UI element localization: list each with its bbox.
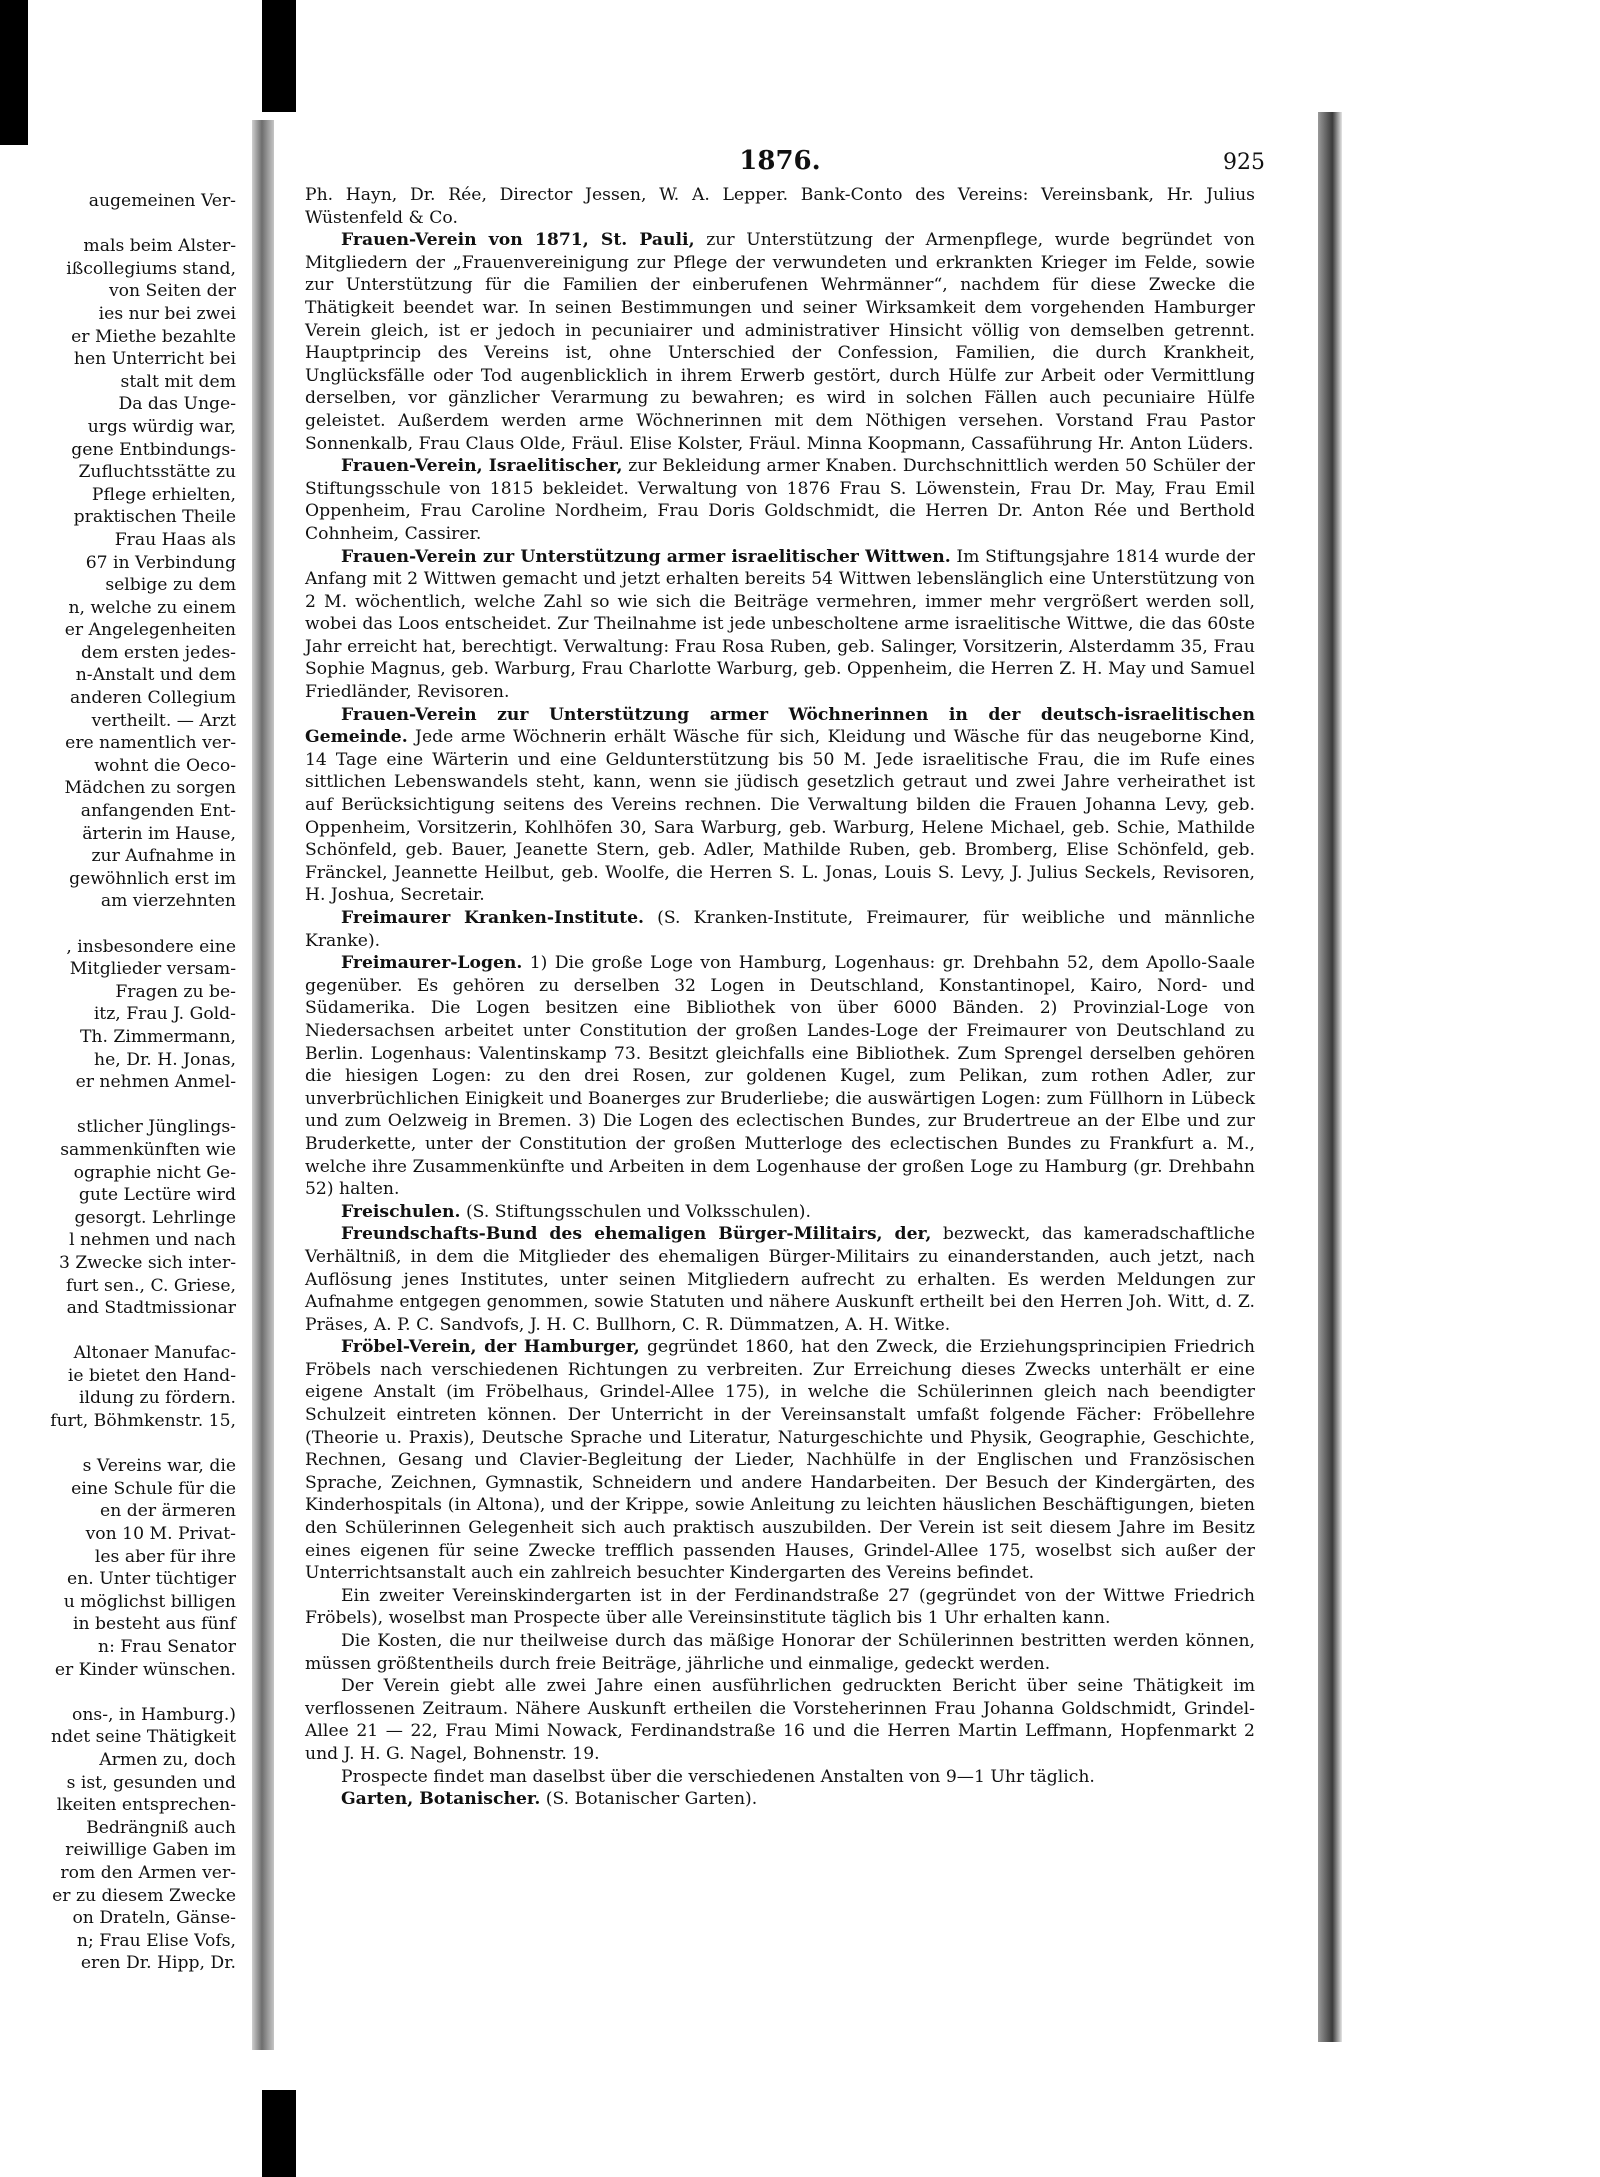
left-column-line: n; Frau Elise Vofs, <box>76 1930 236 1951</box>
entry-text: (S. Botanischer Garten). <box>540 1789 758 1810</box>
left-column-line: Mitglieder versam- <box>69 959 236 980</box>
left-column-line: s ist, gesunden und <box>66 1772 236 1793</box>
left-column-line: mals beim Alster- <box>83 236 236 257</box>
left-column-line: furt, Böhmkenstr. 15, <box>50 1411 236 1432</box>
left-column-line: er Angelegenheiten <box>64 620 236 641</box>
directory-entry <box>305 1336 1255 1585</box>
left-column-line: urgs würdig war, <box>87 416 236 437</box>
left-column-line: ärterin im Hause, <box>82 823 236 844</box>
directory-entry <box>305 1585 1255 1630</box>
directory-entry <box>305 704 1255 907</box>
directory-entry <box>305 1223 1255 1336</box>
page-gutter <box>252 120 274 2050</box>
directory-entry <box>305 455 1255 545</box>
directory-entry <box>305 952 1255 1201</box>
left-column-line: Bedrängniß auch <box>86 1817 236 1838</box>
left-column-line: er zu diesem Zwecke <box>52 1885 236 1906</box>
left-column-line: s Vereins war, die <box>82 1456 236 1477</box>
directory-entry <box>305 1788 1255 1811</box>
entry-text: Ein zweiter Vereinskindergarten ist in der Ferdinandstraße 27 (gegründet von der Wittwe Friedrich Fröbels), woselbst man Prospecte über alle Vereinsinstitute täglich bis 1 Uhr erhalten kann. <box>305 1585 1255 1629</box>
left-column-line: ißcollegiums stand, <box>66 258 236 279</box>
entry-text: Der Verein giebt alle zwei Jahre einen ausführlichen gedruckten Bericht über seine Thätigkeit im verflossenen Zeitraum. Nähere Auskunft ertheilen die Vorsteherinnen Frau Johanna Goldschmidt, Grindel-Allee 21 — 22, Frau Mimi Nowack, Ferdinandstraße 16 und die Herren Martin Leffmann, Hopfenmarkt 2 und J. H. G. Nagel, Bohnenstr. 19. <box>305 1676 1255 1764</box>
left-column-line: Zufluchtsstätte zu <box>78 462 236 483</box>
left-column-line: Da das Unge- <box>118 394 236 415</box>
page-year: 1876. <box>739 146 821 176</box>
left-column-line: selbige zu dem <box>105 575 236 596</box>
directory-entry <box>305 1630 1255 1675</box>
entry-heading: Freundschafts-Bund des ehemaligen Bürger-Militairs, der, <box>341 1224 932 1245</box>
left-column-gap <box>0 1320 240 1343</box>
left-column-line: he, Dr. H. Jonas, <box>94 1049 236 1070</box>
left-column-line: von Seiten der <box>108 281 236 302</box>
left-column-line: Altonaer Manufac- <box>73 1343 236 1364</box>
left-column-line: l nehmen und nach <box>69 1230 236 1251</box>
left-column-line: Armen zu, doch <box>99 1749 236 1770</box>
left-column-line: dem ersten jedes- <box>80 642 236 663</box>
entry-text: (S. Stiftungsschulen und Volksschulen). <box>460 1201 811 1222</box>
left-column-line: stalt mit dem <box>120 371 236 392</box>
entry-heading: Freischulen. <box>341 1201 461 1222</box>
left-column-line: vertheilt. — Arzt <box>91 710 236 731</box>
entry-text: Jede arme Wöchnerin erhält Wäsche für sich, Kleidung und Wäsche für das neugeborne Kind, 14 Tage eine Wärterin und eine Geldunterstützung bis 50 M. Jede israelitische Frau, die im Rufe eines sittlichen Lebenswandels steht, kann, wenn sie jüdisch gesetzlich getraut und zwei Jahre verheirathet ist auf Berücksichtigung seitens des Vereins rechnen. Die Verwaltung bilden die Frauen Johanna Levy, geb. Oppenheim, Vorsitzerin, Kohlhöfen 30, Sara Warburg, geb. Warburg, Helene Michael, geb. Schie, Mathilde Schönfeld, geb. Bauer, Jeanette Stern, geb. Adler, Mathilde Ruben, geb. Bromberg, Elise Schönfeld, geb. Fränckel, Jeannette Heilbut, geb. Woolfe, die Herren S. L. Jonas, Louis S. Levy, J. Julius Seckels, Revisoren, H. Joshua, Secretair. <box>305 727 1255 906</box>
left-column-line: sammenkünften wie <box>60 1139 236 1160</box>
entry-text: zur Bekleidung armer Knaben. Durchschnittlich werden 50 Schüler der Stiftungsschule von 1815 bekleidet. Verwaltung von 1876 Frau S. Löwenstein, Frau Dr. May, Frau Emil Oppenheim, Frau Caroline Nordheim, Frau Doris Goldschmidt, die Herren Dr. Anton Rée und Berthold Cohnheim, Cassirer. <box>305 456 1255 544</box>
entry-heading: Fröbel-Verein, der Hamburger, <box>341 1337 640 1358</box>
binding-marker-left <box>0 0 28 145</box>
directory-entry <box>305 546 1255 704</box>
left-column-line: in besteht aus fünf <box>72 1614 236 1635</box>
left-column-line: Mädchen zu sorgen <box>64 778 236 799</box>
page-edge-shadow <box>1318 112 1342 2042</box>
entry-text: Im Stiftungsjahre 1814 wurde der Anfang mit 2 Wittwen gemacht und jetzt erhalten bereits 54 Wittwen lebenslänglich eine Unterstützung von 2 M. wöchentlich, welche Zahl so wie sich die Beiträge vermehren, immer mehr vergrößert werden soll, wobei das Loos entscheidet. Zur Theilnahme ist jede unbescholtene arme israelitische Wittwe, die das 60ste Jahr erreicht hat, berechtigt. Verwaltung: Frau Rosa Ruben, geb. Salinger, Vorsitzerin, Alsterdamm 35, Frau Sophie Magnus, geb. Warburg, Frau Charlotte Warburg, geb. Oppenheim, die Herren Z. H. May und Samuel Friedländer, Revisoren. <box>305 546 1255 703</box>
left-column-line: itz, Frau J. Gold- <box>93 1004 236 1025</box>
binding-marker-center <box>262 0 296 112</box>
directory-entry <box>305 907 1255 952</box>
entry-heading: Freimaurer-Logen. <box>341 953 523 974</box>
left-column-line: rom den Armen ver- <box>60 1862 236 1883</box>
left-column-line: gewöhnlich erst im <box>69 868 236 889</box>
entry-heading: Frauen-Verein zur Unterstützung armer Wöchnerinnen in der deutsch-israelitischen Gemeinde. <box>305 704 1255 748</box>
left-column-line: n: Frau Senator <box>98 1637 236 1657</box>
left-column-line: ies nur bei zwei <box>98 303 236 324</box>
left-column-line: eine Schule für die <box>71 1478 236 1499</box>
left-column-line: anderen Collegium <box>70 688 236 709</box>
left-column-line: hen Unterricht bei <box>73 349 236 370</box>
directory-entry <box>305 1766 1255 1789</box>
entry-heading: Freimaurer Kranken-Institute. <box>341 908 645 928</box>
left-column-gap <box>0 913 240 936</box>
left-column-line: er nehmen Anmel- <box>75 1072 236 1093</box>
left-column-line: wohnt die Oeco- <box>94 755 236 776</box>
entries-list <box>305 184 1255 1811</box>
left-column-gap <box>0 1681 240 1704</box>
left-column-line: en. Unter tüchtiger <box>67 1569 236 1590</box>
left-column-gap <box>0 1433 240 1456</box>
left-column-line: am vierzehnten <box>100 891 236 912</box>
entry-heading: Frauen-Verein von 1871, St. Pauli, <box>341 230 695 251</box>
left-column-line: Fragen zu be- <box>115 981 236 1002</box>
entry-heading: Garten, Botanischer. <box>341 1789 541 1810</box>
left-column-line: Th. Zimmermann, <box>79 1026 236 1047</box>
left-column-line: gute Lectüre wird <box>78 1185 236 1206</box>
left-column-line: les aber für ihre <box>94 1546 236 1567</box>
entry-heading: Frauen-Verein zur Unterstützung armer israelitischer Wittwen. <box>341 546 951 567</box>
left-column-line: ie bietet den Hand- <box>67 1365 236 1386</box>
entry-text: zur Unterstützung der Armenpflege, wurde begründet von Mitgliedern der „Frauenvereinigung zur Pflege der verwundeten und erkrankten Krieger im Felde, sowie zur Unterstützung für die Familien der einberufenen Wehrmänner“, nachdem für diese Zwecke die Thätigkeit beendet war. In seinen Bestimmungen und seiner Wirksamkeit dem vorgehenden Hamburger Verein gleich, ist er jedoch in pecuniairer und administrativer Hinsicht völlig von demselben getrennt. Hauptprincip des Vereins ist, ohne Unterschied der Confession, Familien, die durch Krankheit, Unglücksfälle oder Tod augenblicklich in ihrem Erwerb gestört, durch Hülfe zur Arbeit oder Vermittlung derselben, vor gänzlicher Verarmung zu bewahren; es wird in solchen Fällen auch pecuniaire Hülfe geleistet. Außerdem werden arme Wöchnerinnen mit dem Nöthigen versehen. Vorstand Frau Pastor Sonnenkalb, Frau Claus Olde, Fräul. Elise Kolster, Fräul. Minna Koopmann, Cassaführung Hr. Anton Lüders. <box>305 230 1255 454</box>
left-column-line: augemeinen Ver- <box>88 191 236 211</box>
left-column-line: Frau Haas als <box>114 529 236 550</box>
left-column-line: Pflege erhielten, <box>91 484 236 505</box>
entry-text: Ph. Hayn, Dr. Rée, Director Jessen, W. A. Lepper. Bank-Conto des Vereins: Vereinsbank, Hr. Julius Wüstenfeld & Co. <box>305 185 1255 228</box>
entry-heading: Frauen-Verein, Israelitischer, <box>341 456 623 477</box>
directory-entry <box>305 184 1255 229</box>
left-column-gap <box>0 1094 240 1117</box>
left-page-fragment <box>0 190 240 1974</box>
left-column-line: gene Entbindungs- <box>71 439 236 460</box>
left-column-line: er Kinder wünschen. <box>54 1659 236 1680</box>
left-column-line: ildung zu fördern. <box>78 1388 236 1409</box>
page-number: 925 <box>1223 150 1265 175</box>
left-column-line: praktischen Theile <box>73 507 236 528</box>
directory-entry <box>305 1675 1255 1765</box>
left-column-line: eren Dr. Hipp, Dr. <box>80 1953 236 1974</box>
right-page <box>305 146 1265 1950</box>
left-column-line: ndet seine Thätigkeit <box>51 1727 236 1748</box>
left-column-line: gesorgt. Lehrlinge <box>74 1207 236 1228</box>
left-column-line: n-Anstalt und dem <box>75 665 236 686</box>
left-column-line: von 10 M. Privat- <box>85 1524 236 1545</box>
left-column-line: ere namentlich ver- <box>65 733 236 754</box>
left-column-line: , insbesondere eine <box>66 936 236 957</box>
left-column-line: and Stadtmissionar <box>66 1298 236 1319</box>
binding-marker-bottom <box>262 2090 296 2177</box>
left-column-line: u möglichst billigen <box>63 1591 236 1612</box>
left-column-line: en der ärmeren <box>100 1501 236 1522</box>
entry-text: gegründet 1860, hat den Zweck, die Erziehungsprincipien Friedrich Fröbels nach verschiedenen Richtungen zu verbreiten. Zur Erreichung dieses Zwecks unterhält er eine eigene Anstalt (im Fröbelhaus, Grindel-Allee 175), in welche die Schülerinnen gleich nach beendigter Schulzeit eintreten können. Der Unterricht in der Vereinsanstalt umfaßt folgende Fächer: Fröbellehre (Theorie u. Praxis), Deutsche Sprache und Literatur, Naturgeschichte und Physik, Geographie, Geschichte, Rechnen, Gesang und Clavier-Begleitung der Lieder, Nachhülfe in der Englischen und Französischen Sprache, Zeichnen, Gymnastik, Schneidern und andere Handarbeiten. Der Besuch der Kindergärten, des Kinderhospitals (in Altona), und der Krippe, sowie Anleitung zu leichten häuslichen Beschäftigungen, bieten den Schülerinnen Gelegenheit sich auch praktisch auszubilden. Der Verein ist seit diesem Jahre im Besitz eines eigenen für seine Zwecke trefflich passenden Hauses, Grindel-Allee 175, woselbst sich außer der Unterrichtsanstalt auch ein zahlreich besuchter Kindergarten des Vereins befindet. <box>305 1337 1255 1584</box>
left-column-line: ographie nicht Ge- <box>73 1162 236 1183</box>
page-header <box>305 146 1265 184</box>
left-column-line: er Miethe bezahlte <box>71 326 236 347</box>
entry-text: 1) Die große Loge von Hamburg, Logenhaus: gr. Drehbahn 52, dem Apollo-Saale gegenüber. Es gehören zu derselben 32 Logen in Deutschland, Konstantinopel, Kairo, Nord- und Südamerika. Die Logen besitzen eine Bibliothek von über 6000 Bänden. 2) Provinzial-Loge von Niedersachsen arbeitet unter Constitution der großen Landes-Loge der Freimaurer von Deutschland zu Berlin. Logenhaus: Valentinskamp 73. Besitzt gleichfalls eine Bibliothek. Zum Sprengel derselben gehören die hiesigen Logen: zu den drei Rosen, zur goldenen Kugel, zum Pelikan, zum rothen Adler, zur unverbrüchlichen Einigkeit und Boanerges zur Bruderliebe; die auswärtigen Logen: zum Füllhorn in Lübeck und zum Oelzweig in Bremen. 3) Die Logen des eclectischen Bundes, zur Brudertreue an der Elbe und zur Bruderkette, unter der Constitution der großen Mutterloge des eclectischen Bundes zu Frankfurt a. M., welche ihre Zusammenkünfte und Arbeiten in dem Logenhause der großen Loge zu Hamburg (gr. Drehbahn 52) halten. <box>305 953 1255 1200</box>
entry-text: Prospecte findet man daselbst über die verschiedenen Anstalten von 9—1 Uhr täglich. <box>341 1766 1095 1787</box>
left-column-line: stlicher Jünglings- <box>77 1117 236 1138</box>
left-column-line: 3 Zwecke sich inter- <box>58 1252 236 1273</box>
entry-text: Die Kosten, die nur theilweise durch das mäßige Honorar der Schülerinnen bestritten werden können, müssen größtentheils durch freie Beiträge, jährliche und einmalige, gedeckt werden. <box>305 1631 1255 1674</box>
left-column-line: anfangenden Ent- <box>80 801 236 822</box>
left-column-gap <box>0 213 240 236</box>
left-column-line: 67 in Verbindung <box>85 552 236 573</box>
left-column-line: lkeiten entsprechen- <box>56 1795 236 1816</box>
left-column-line: furt sen., C. Griese, <box>65 1275 236 1296</box>
directory-entry <box>305 229 1255 455</box>
left-column-line: reiwillige Gaben im <box>65 1840 236 1861</box>
left-column-line: zur Aufnahme in <box>91 846 236 867</box>
entry-text: (S. Kranken-Institute, Freimaurer, für weibliche und männliche Kranke). <box>305 908 1255 951</box>
directory-entry <box>305 1201 1255 1224</box>
left-column-line: ons-, in Hamburg.) <box>72 1704 236 1725</box>
left-column-line: on Drateln, Gänse- <box>72 1908 236 1929</box>
left-column-line: n, welche zu einem <box>68 597 236 618</box>
entry-text: bezweckt, das kameradschaftliche Verhältniß, in dem die Mitglieder des ehemaligen Bürger-Militairs zu einanderstanden, auch jetzt, nach Auflösung jenes Institutes, unter seinen Mitgliedern aufrecht zu erhalten. Es werden Meldungen zur Aufnahme entgegen genommen, sowie Statuten und nähere Auskunft ertheilt bei den Herren Joh. Witt, d. Z. Präses, A. P. C. Sandvofs, J. H. C. Bullhorn, C. R. Dümmatzen, A. H. Witke. <box>305 1224 1255 1335</box>
